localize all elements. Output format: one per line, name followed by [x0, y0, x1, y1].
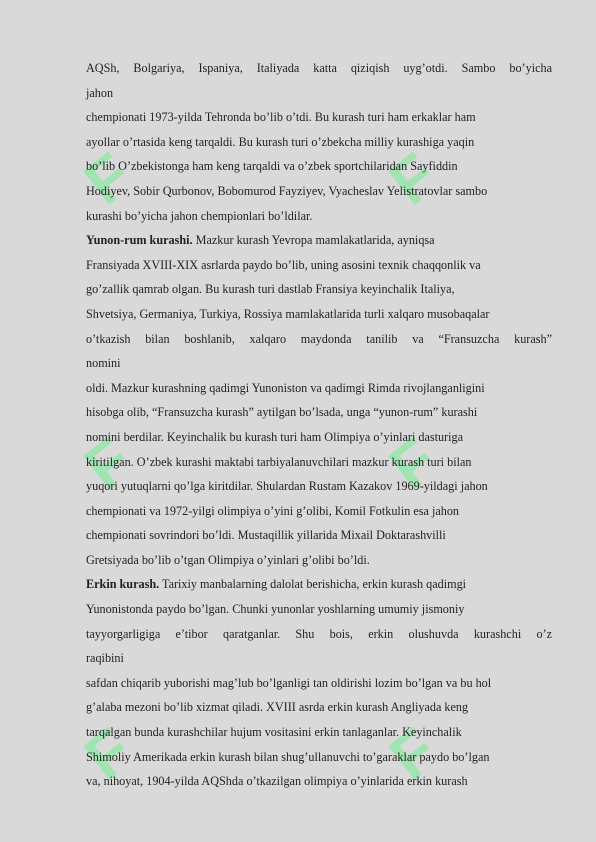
- line-text: Gretsiyada bo’lib o’tgan Olimpiya o’yinlari g’olibi bo’ldi.: [86, 552, 370, 567]
- line-text: Mazkur kurash Yevropa mamlakatlarida, ayniqsa: [192, 233, 435, 248]
- text-line: [86, 204, 552, 229]
- watermark-glyph: F: [377, 717, 447, 794]
- line-text: tarqalgan bunda kurashchilar hujum vositasini erkin tanlaganlar. Keyinchalik: [86, 725, 462, 740]
- line-text: ayollar o’rtasida keng tarqaldi. Bu kurash turi o’zbekcha milliy kurashiga yaqin: [86, 134, 475, 149]
- watermark-glyph: F: [377, 142, 447, 219]
- text-line: [86, 622, 552, 647]
- line-text: g’alaba mezoni bo’lib xizmat qiladi. XVIII asrda erkin kurash Angliyada keng: [86, 700, 469, 715]
- watermark-glyph: F: [377, 427, 447, 504]
- text-line: [86, 105, 552, 130]
- line-text: hisobga olib, “Fransuzcha kurash” aytilgan bo’lsada, unga “yunon-rum” kurashi: [86, 405, 478, 420]
- text-line: [86, 376, 552, 401]
- line-text: chempionati sovrindori bo’ldi. Mustaqillik yillarida Mixail Doktarashvilli: [86, 528, 446, 543]
- text-line: [86, 769, 552, 794]
- document-body: [86, 56, 552, 794]
- text-line: [86, 228, 552, 253]
- text-line: [86, 400, 552, 425]
- line-text: go’zallik qamrab olgan. Bu kurash turi dastlab Fransiya keyinchalik Italiya,: [86, 282, 455, 297]
- watermark-glyph: F: [72, 427, 142, 504]
- line-text: Tarixiy manbalarning dalolat berishicha, erkin kurash qadimgi: [159, 577, 467, 592]
- line-text: nomini berdilar. Keyinchalik bu kurash turi ham Olimpiya o’yinlari dasturiga: [86, 429, 464, 444]
- text-line: [86, 425, 552, 450]
- line-text: va, nihoyat, 1904-yilda AQShda o’tkazilgan olimpiya o’yinlarida erkin kurash: [86, 774, 468, 789]
- line-text: safdan chiqarib yuborishi mag’lub bo’lganligi tan oldirishi lozim bo’lgan va bu hol: [86, 675, 492, 690]
- text-line: [86, 646, 552, 671]
- text-line: [86, 499, 552, 524]
- text-line: [86, 327, 552, 352]
- line-text: o’tkazish bilan boshlanib, xalqaro maydonda tanilib va “Fransuzcha kurash”: [86, 331, 552, 346]
- text-line: [86, 548, 552, 573]
- text-line: [86, 277, 552, 302]
- line-text: Shvetsiya, Germaniya, Turkiya, Rossiya mamlakatlarida turli xalqaro musobaqalar: [86, 306, 490, 321]
- line-text: Fransiyada XVIII-XIX asrlarda paydo bo’lib, uning asosini texnik chaqqonlik va: [86, 257, 481, 272]
- text-line: [86, 572, 552, 597]
- line-text: Hodiyev, Sobir Qurbonov, Bobomurod Fayziyev, Vyacheslav Yelistratovlar sambo: [86, 183, 488, 198]
- text-line: [86, 671, 552, 696]
- text-line: [86, 523, 552, 548]
- text-line: [86, 745, 552, 770]
- watermark-glyph: F: [72, 142, 142, 219]
- text-line: [86, 720, 552, 745]
- section-heading: Erkin kurash.: [86, 577, 160, 592]
- text-line: [86, 179, 552, 204]
- line-text: bo’lib O’zbekistonga ham keng tarqaldi va o’zbek sportchilaridan Sayfiddin: [86, 159, 458, 174]
- text-line: [86, 695, 552, 720]
- line-text: kiritilgan. O’zbek kurashi maktabi tarbiyalanuvchilari mazkur kurash turi bilan: [86, 454, 472, 469]
- text-line: [86, 81, 552, 106]
- line-text: tayyorgarligiga e’tibor qaratganlar. Shu bois, erkin olushuvda kurashchi o’z: [86, 626, 552, 641]
- text-line: [86, 154, 552, 179]
- line-text: yuqori yutuqlarni qo’lga kiritdilar. Shulardan Rustam Kazakov 1969-yildagi jahon: [86, 479, 488, 494]
- text-line: [86, 56, 552, 81]
- text-line: [86, 302, 552, 327]
- line-text: oldi. Mazkur kurashning qadimgi Yunoniston va qadimgi Rimda rivojlanganligini: [86, 380, 485, 395]
- text-line: [86, 130, 552, 155]
- line-text: jahon: [86, 85, 114, 100]
- line-text: raqibini: [86, 651, 124, 666]
- text-line: [86, 474, 552, 499]
- line-text: Shimoliy Amerikada erkin kurash bilan shug’ullanuvchi to’garaklar paydo bo’lgan: [86, 749, 490, 764]
- line-text: chempionati va 1972-yilgi olimpiya o’yini g’olibi, Komil Fotkulin esa jahon: [86, 503, 460, 518]
- line-text: nomini: [86, 356, 121, 371]
- line-text: chempionati 1973-yilda Tehronda bo’lib o’tdi. Bu kurash turi ham erkaklar ham: [86, 110, 476, 125]
- text-line: [86, 351, 552, 376]
- text-line: [86, 450, 552, 475]
- line-text: Yunonistonda paydo bo’lgan. Chunki yunonlar yoshlarning umumiy jismoniy: [86, 602, 465, 617]
- text-line: [86, 597, 552, 622]
- section-heading: Yunon-rum kurashi.: [86, 233, 193, 248]
- text-line: [86, 253, 552, 278]
- line-text: AQSh, Bolgariya, Ispaniya, Italiyada katta qiziqish uyg’otdi. Sambo bo’yicha: [86, 61, 552, 75]
- line-text: kurashi bo’yicha jahon chempionlari bo’ldilar.: [86, 208, 313, 223]
- watermark-glyph: F: [72, 717, 142, 794]
